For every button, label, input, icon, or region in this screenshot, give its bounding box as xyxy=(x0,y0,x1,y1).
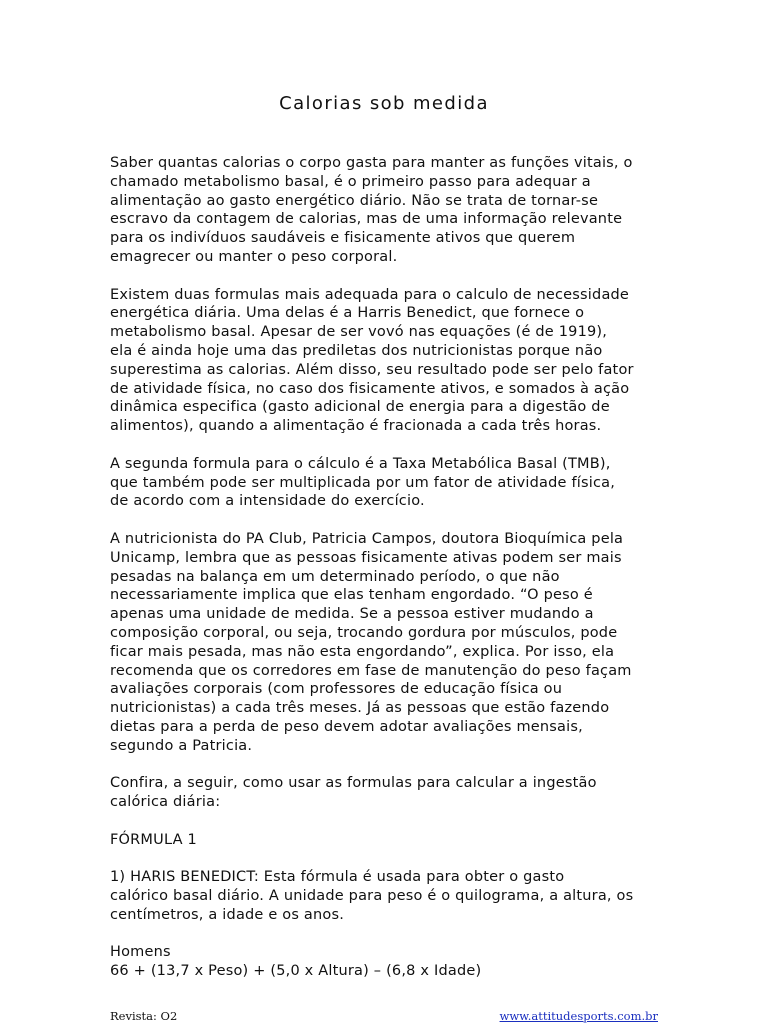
text-line: escravo da contagem de calorias, mas de uma informação relevante xyxy=(110,211,623,228)
formula-line: 66 + (13,7 x Peso) + (5,0 x Altura) – (6,8 x Idade) xyxy=(110,963,482,980)
text-line: energética diária. Uma delas é a Harris Benedict, que fornece o xyxy=(110,305,585,322)
text-line: dinâmica especifica (gasto adicional de energia para a digestão de xyxy=(110,399,610,416)
text-line: Unicamp, lembra que as pessoas fisicamente ativas podem ser mais xyxy=(110,549,622,566)
text-line: A nutricionista do PA Club, Patricia Campos, doutora Bioquímica pela xyxy=(110,530,624,547)
text-line: ela é ainda hoje uma das prediletas dos nutricionistas porque não xyxy=(110,342,603,359)
section-heading-formula-1 xyxy=(110,831,670,850)
paragraph-2 xyxy=(110,286,670,436)
text-line: segundo a Patricia. xyxy=(110,737,253,754)
paragraph-1 xyxy=(110,154,670,267)
text-line: composição corporal, ou seja, trocando gordura por músculos, pode xyxy=(110,624,618,641)
text-line: Existem duas formulas mais adequada para o calculo de necessidade xyxy=(110,286,630,303)
text-line: ficar mais pesada, mas não esta engordando”, explica. Por isso, ela xyxy=(110,643,615,660)
text-line: Homens xyxy=(110,944,171,961)
text-line: FÓRMULA 1 xyxy=(110,831,197,848)
paragraph-3 xyxy=(110,455,670,511)
text-line: emagrecer ou manter o peso corporal. xyxy=(110,248,398,265)
text-line: dietas para a perda de peso devem adotar avaliações mensais, xyxy=(110,718,583,735)
footer-website-link[interactable]: www.attitudesports.com.br xyxy=(499,1009,658,1023)
text-line: 1) HARIS BENEDICT: Esta fórmula é usada para obter o gasto xyxy=(110,869,565,886)
text-line: A segunda formula para o cálculo é a Taxa Metabólica Basal (TMB), xyxy=(110,455,611,472)
paragraph-4 xyxy=(110,530,670,756)
text-line: de atividade física, no caso dos fisicamente ativos, e somados à ação xyxy=(110,380,630,397)
text-line: recomenda que os corredores em fase de manutenção do peso façam xyxy=(110,662,632,679)
paragraph-harris-benedict xyxy=(110,868,670,924)
text-line: centímetros, a idade e os anos. xyxy=(110,906,345,923)
text-line: alimentação ao gasto energético diário. Não se trata de tornar-se xyxy=(110,192,599,209)
text-line: superestima as calorias. Além disso, seu resultado pode ser pelo fator xyxy=(110,361,634,378)
text-line: que também pode ser multiplicada por um fator de atividade física, xyxy=(110,474,616,491)
text-line: Saber quantas calorias o corpo gasta para manter as funções vitais, o xyxy=(110,155,633,171)
text-line: avaliações corporais (com professores de educação física ou xyxy=(110,681,563,698)
document-title: Calorias sob medida xyxy=(279,93,489,114)
paragraph-men-formula xyxy=(110,943,670,981)
footer-source: Revista: O2 xyxy=(110,1009,178,1023)
text-line: calórico basal diário. A unidade para peso é o quilograma, a altura, os xyxy=(110,888,634,905)
document-body xyxy=(110,154,670,1000)
text-line: necessariamente implica que elas tenham engordado. “O peso é xyxy=(110,587,593,604)
text-line: Confira, a seguir, como usar as formulas para calcular a ingestão xyxy=(110,775,597,792)
text-line: calórica diária: xyxy=(110,794,221,811)
text-line: metabolismo basal. Apesar de ser vovó nas equações (é de 1919), xyxy=(110,324,608,341)
text-line: chamado metabolismo basal, é o primeiro passo para adequar a xyxy=(110,173,591,190)
text-line: alimentos), quando a alimentação é fracionada a cada três horas. xyxy=(110,418,602,435)
text-line: pesadas na balança em um determinado período, o que não xyxy=(110,568,560,585)
text-line: para os indivíduos saudáveis e fisicamente ativos que querem xyxy=(110,230,576,247)
text-line: de acordo com a intensidade do exercício. xyxy=(110,493,425,510)
paragraph-5 xyxy=(110,774,670,812)
text-line: nutricionistas) a cada três meses. Já as pessoas que estão fazendo xyxy=(110,700,610,717)
text-line: apenas uma unidade de medida. Se a pessoa estiver mudando a xyxy=(110,606,594,623)
